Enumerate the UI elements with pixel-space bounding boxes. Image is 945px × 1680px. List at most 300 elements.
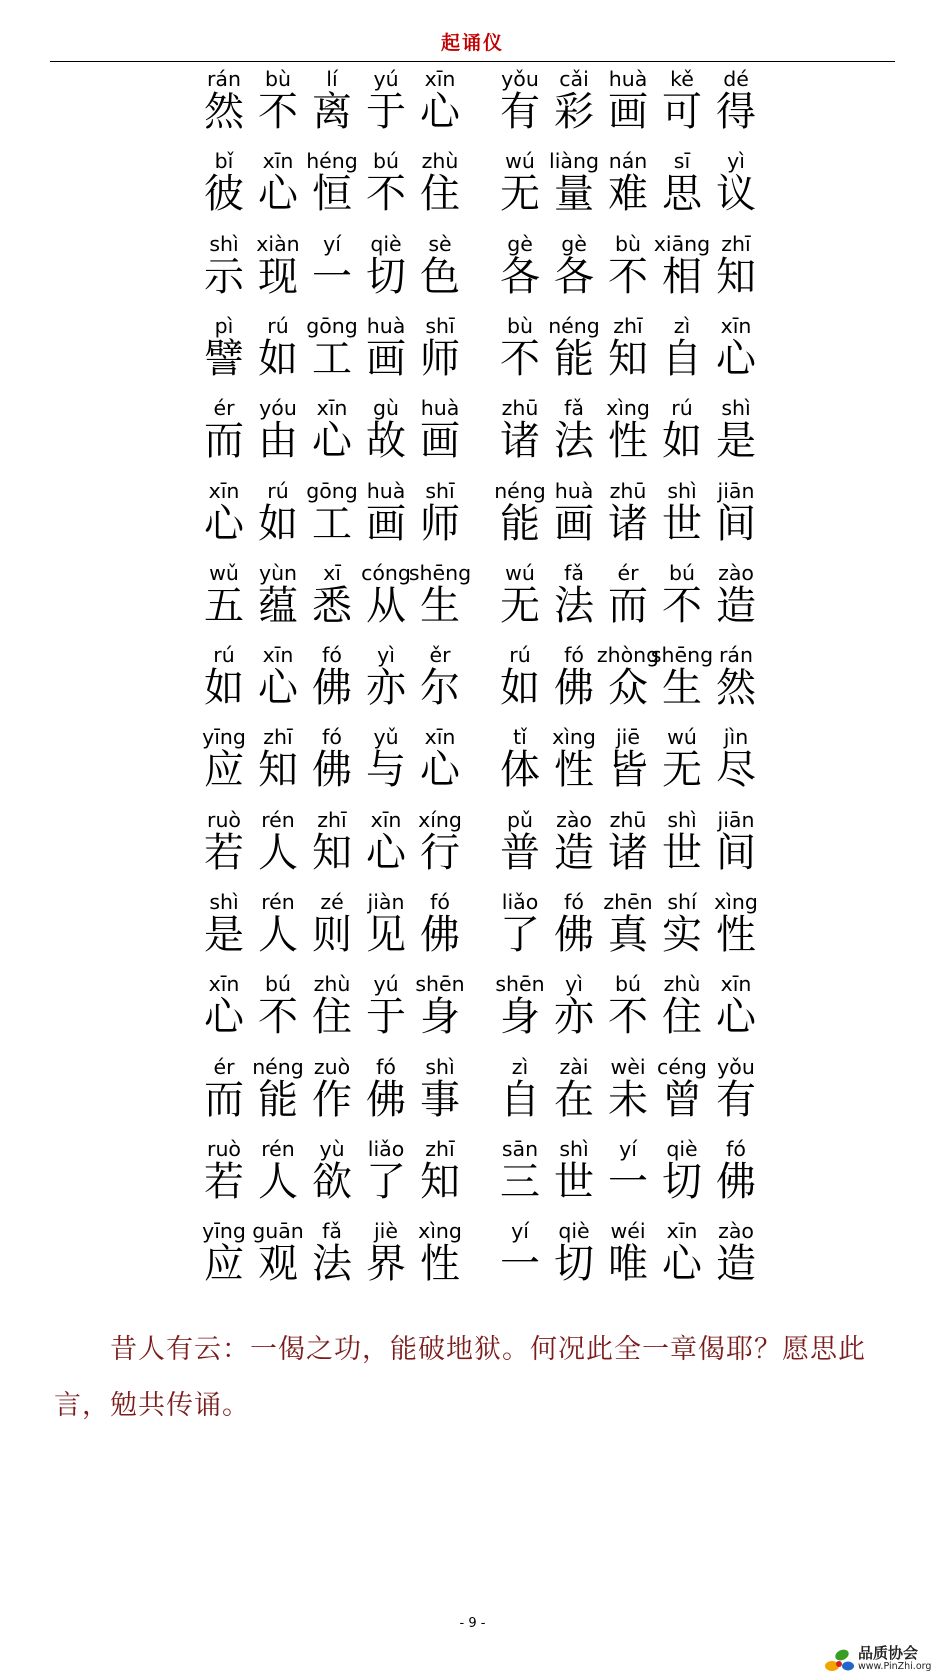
pinyin-label: fǎ [322, 1219, 342, 1244]
hanzi-char: 知 [312, 829, 352, 876]
verse-char [414, 231, 466, 313]
pinyin-label: shì [209, 231, 239, 256]
pinyin-label: shēn [495, 972, 545, 997]
header-title: 起诵仪 [440, 32, 504, 54]
hanzi-char: 切 [366, 253, 406, 300]
hanzi-char: 思 [662, 171, 702, 218]
pinyin-label: yīng [202, 1219, 246, 1244]
pinyin-label: néng [494, 478, 546, 503]
hanzi-char: 彼 [204, 171, 244, 218]
pinyin-label: fó [376, 1054, 396, 1079]
hanzi-char: 心 [662, 1241, 702, 1288]
verse-char [414, 66, 466, 148]
hanzi-char: 心 [258, 171, 298, 218]
pinyin-label: qiè [666, 1136, 698, 1161]
hanzi-char: 生 [662, 665, 702, 712]
hanzi-char: 量 [554, 171, 594, 218]
verse-char [414, 395, 466, 477]
hanzi-char: 亦 [554, 994, 594, 1041]
hanzi-char: 由 [258, 418, 298, 465]
hanzi-char: 各 [500, 253, 540, 300]
pinyin-label: shì [425, 1054, 455, 1079]
hanzi-char: 能 [554, 335, 594, 382]
verse-char [710, 478, 762, 560]
hanzi-char: 性 [716, 912, 756, 958]
pinyin-label: zhī [425, 1136, 455, 1161]
verse-row [0, 395, 945, 477]
pinyin-label: cǎi [559, 67, 589, 91]
hanzi-char: 彩 [554, 89, 594, 135]
pinyin-label: rú [509, 643, 531, 668]
verse-row [0, 1136, 945, 1218]
hanzi-char: 曾 [662, 1076, 702, 1123]
hanzi-char: 佛 [312, 665, 352, 712]
pinyin-label: zhī [317, 807, 347, 832]
hanzi-char: 如 [662, 418, 702, 465]
hanzi-char: 实 [662, 912, 702, 958]
pinyin-label: wú [505, 560, 535, 585]
hanzi-char: 譬 [204, 335, 244, 382]
pinyin-label: yóu [259, 396, 297, 421]
pinyin-label: ér [617, 560, 639, 585]
pinyin-label: bú [614, 972, 641, 997]
pinyin-label: fó [564, 643, 584, 668]
hanzi-char: 从 [366, 582, 406, 629]
pinyin-label: zhū [501, 396, 539, 421]
hanzi-char: 切 [554, 1241, 594, 1288]
pinyin-label: bù [264, 67, 291, 91]
pinyin-label: gè [561, 231, 587, 256]
pinyin-label: yú [373, 67, 399, 91]
pinyin-label: rén [261, 1136, 295, 1161]
hanzi-char: 尽 [716, 747, 756, 794]
pinyin-label: xìng [606, 396, 650, 421]
hanzi-char: 世 [662, 829, 702, 876]
pinyin-label: dé [723, 67, 749, 91]
pinyin-label: shì [721, 396, 751, 421]
verse-char [414, 1136, 466, 1218]
hanzi-char: 唯 [608, 1241, 648, 1288]
hanzi-char: 难 [608, 171, 648, 218]
hanzi-char: 画 [608, 89, 648, 135]
verse-row [0, 642, 945, 724]
pinyin-label: jiè [373, 1219, 398, 1244]
pinyin-label: rán [207, 67, 241, 91]
pinyin-label: zuò [313, 1054, 351, 1079]
verse-char [414, 724, 466, 806]
pinyin-label: yǒu [501, 67, 539, 91]
hanzi-char: 体 [500, 747, 540, 794]
hanzi-char: 各 [554, 253, 594, 300]
hanzi-char: 佛 [420, 912, 460, 958]
header-rule [50, 61, 895, 62]
pinyin-label: xīn [370, 807, 402, 832]
hanzi-char: 住 [420, 171, 460, 218]
pinyin-label: gōng [306, 313, 358, 338]
pinyin-label: fó [430, 890, 450, 914]
verse-char [710, 148, 762, 230]
hanzi-char: 心 [366, 829, 406, 876]
hanzi-char: 了 [366, 1158, 406, 1205]
pinyin-label: pì [214, 313, 234, 338]
pinyin-label: xīn [262, 149, 294, 174]
pinyin-label: jiàn [367, 890, 405, 914]
pinyin-label: wú [667, 725, 697, 750]
hanzi-char: 自 [662, 335, 702, 382]
pinyin-label: yí [511, 1219, 529, 1244]
pinyin-label: xìng [418, 1219, 462, 1244]
hanzi-char: 无 [662, 747, 702, 794]
pinyin-label: xīn [666, 1219, 698, 1244]
verse-row [0, 1218, 945, 1300]
hanzi-char: 师 [420, 500, 460, 547]
hanzi-char: 真 [608, 912, 648, 958]
hanzi-char: 心 [204, 500, 244, 547]
hanzi-char: 而 [204, 1076, 244, 1123]
hanzi-char: 法 [554, 582, 594, 629]
pinyin-label: shì [559, 1136, 589, 1161]
pinyin-label: bù [614, 231, 641, 256]
pinyin-label: liǎo [501, 890, 539, 914]
pinyin-label: pǔ [506, 807, 533, 832]
pinyin-label: shì [667, 807, 697, 832]
watermark [822, 1642, 940, 1676]
hanzi-char: 心 [204, 994, 244, 1041]
verse-char [710, 889, 762, 971]
verse-row [0, 66, 945, 148]
hanzi-char: 不 [366, 171, 406, 218]
pinyin-label: shī [425, 313, 455, 338]
hanzi-char: 世 [662, 500, 702, 547]
hanzi-char: 画 [366, 500, 406, 547]
hanzi-char: 造 [716, 1241, 756, 1288]
pinyin-label: yì [377, 643, 395, 668]
pinyin-label: huà [554, 478, 594, 503]
hanzi-char: 如 [258, 500, 298, 547]
hanzi-char: 一 [608, 1158, 648, 1205]
pinyin-label: rén [261, 807, 295, 832]
hanzi-char: 能 [258, 1076, 298, 1123]
pinyin-label: rú [267, 478, 289, 503]
pinyin-label: zhēn [603, 890, 653, 914]
pinyin-label: zhī [613, 313, 643, 338]
pinyin-label: rú [671, 396, 693, 421]
hanzi-char: 然 [204, 89, 244, 135]
verse-row [0, 231, 945, 313]
hanzi-char: 不 [258, 994, 298, 1041]
pinyin-label: huà [608, 67, 648, 91]
pinyin-label: qiè [370, 231, 402, 256]
hanzi-char: 如 [204, 665, 244, 712]
hanzi-char: 诸 [500, 418, 540, 465]
pinyin-label: ěr [429, 643, 451, 668]
hanzi-char: 身 [500, 994, 540, 1041]
hanzi-char: 界 [366, 1241, 406, 1288]
hanzi-char: 知 [258, 747, 298, 794]
hanzi-char: 恒 [312, 171, 352, 218]
hanzi-char: 未 [608, 1076, 648, 1123]
pinyin-label: jiān [717, 478, 755, 503]
hanzi-char: 一 [500, 1241, 540, 1288]
pinyin-label: fǎ [564, 396, 584, 421]
pinyin-label: liǎo [367, 1136, 405, 1161]
verse-char [710, 1054, 762, 1136]
pinyin-label: yǒu [717, 1054, 755, 1079]
pinyin-label: gè [507, 231, 533, 256]
hanzi-char: 现 [258, 253, 298, 300]
hanzi-char: 色 [420, 253, 460, 300]
pinyin-label: guān [252, 1219, 304, 1244]
pinyin-label: xīn [424, 725, 456, 750]
hanzi-char: 示 [204, 253, 244, 300]
verse-char [414, 1218, 466, 1300]
pinyin-label: zhū [609, 807, 647, 832]
verse-char [710, 807, 762, 889]
pinyin-label: fó [564, 890, 584, 914]
hanzi-char: 自 [500, 1076, 540, 1123]
pinyin-label: xiāng [653, 231, 711, 256]
pinyin-label: yù [319, 1136, 345, 1161]
hanzi-char: 悉 [312, 582, 352, 629]
pinyin-label: xīn [208, 478, 240, 503]
pinyin-label: ér [213, 1054, 235, 1079]
pinyin-label: céng [657, 1054, 707, 1079]
hanzi-char: 世 [554, 1158, 594, 1205]
pinyin-label: bǐ [214, 149, 234, 174]
verse-row [0, 807, 945, 889]
hanzi-char: 能 [500, 500, 540, 547]
verse-row [0, 313, 945, 395]
hanzi-char: 欲 [312, 1158, 352, 1205]
pinyin-label: jiē [615, 725, 640, 750]
verse-char [710, 971, 762, 1053]
pinyin-label: zé [320, 890, 344, 914]
hanzi-char: 然 [716, 665, 756, 712]
pinyin-label: shēng [650, 643, 714, 668]
hanzi-char: 有 [716, 1076, 756, 1123]
verse-char [414, 1054, 466, 1136]
hanzi-char: 佛 [366, 1076, 406, 1123]
pinyin-label: bú [264, 972, 291, 997]
hanzi-char: 师 [420, 335, 460, 382]
hanzi-char: 间 [716, 500, 756, 547]
pinyin-label: sè [428, 231, 452, 256]
hanzi-char: 一 [312, 253, 352, 300]
pinyin-label: bú [668, 560, 695, 585]
hanzi-char: 事 [420, 1076, 460, 1123]
hanzi-char: 诸 [608, 829, 648, 876]
pinyin-label: jìn [723, 725, 749, 750]
hanzi-char: 而 [608, 582, 648, 629]
hanzi-char: 性 [608, 418, 648, 465]
hanzi-char: 切 [662, 1158, 702, 1205]
pinyin-label: ruò [207, 807, 241, 832]
hanzi-char: 是 [204, 912, 244, 958]
pinyin-label: zào [556, 807, 592, 832]
hanzi-char: 生 [420, 582, 460, 629]
hanzi-char: 知 [716, 253, 756, 300]
verse-row [0, 148, 945, 230]
hanzi-char: 不 [608, 253, 648, 300]
hanzi-char: 可 [662, 89, 702, 135]
pinyin-label: xíng [418, 807, 462, 832]
verse-char [414, 478, 466, 560]
hanzi-char: 蕴 [258, 582, 298, 629]
verse-row [0, 889, 945, 971]
verse-char [710, 642, 762, 724]
verse-char [710, 1136, 762, 1218]
verse-char [414, 642, 466, 724]
hanzi-char: 画 [554, 500, 594, 547]
verse-char [710, 66, 762, 148]
pinyin-label: fó [322, 725, 342, 750]
verse-row [0, 560, 945, 642]
hanzi-char: 与 [366, 747, 406, 794]
pinyin-label: sī [673, 149, 691, 174]
hanzi-char: 工 [312, 335, 352, 382]
hanzi-char: 佛 [716, 1158, 756, 1205]
pinyin-label: zài [559, 1054, 589, 1079]
hanzi-char: 作 [312, 1076, 352, 1123]
pinyin-label: yǔ [373, 725, 399, 750]
pinyin-label: ruò [207, 1136, 241, 1161]
pinyin-label: lí [326, 67, 338, 91]
hanzi-char: 无 [500, 582, 540, 629]
hanzi-char: 心 [258, 665, 298, 712]
verse-row [0, 1054, 945, 1136]
pinyin-label: tǐ [513, 725, 527, 750]
hanzi-char: 观 [258, 1241, 298, 1288]
verse-char [710, 231, 762, 313]
pinyin-label: sān [501, 1136, 539, 1161]
hanzi-char: 佛 [554, 665, 594, 712]
hanzi-char: 故 [366, 418, 406, 465]
hanzi-char: 心 [716, 994, 756, 1041]
verse-char [414, 148, 466, 230]
verse-row [0, 478, 945, 560]
pinyin-label: xīn [208, 972, 240, 997]
hanzi-char: 应 [204, 747, 244, 794]
hanzi-char: 知 [420, 1158, 460, 1205]
hanzi-char: 在 [554, 1076, 594, 1123]
hanzi-char: 如 [500, 665, 540, 712]
hanzi-char: 有 [500, 89, 540, 135]
pinyin-label: zhù [313, 972, 351, 997]
pinyin-label: zào [718, 1219, 754, 1244]
pinzhi-logo-icon [822, 1644, 856, 1674]
hanzi-char: 人 [258, 1158, 298, 1205]
pinyin-label: shì [209, 890, 239, 914]
hanzi-char: 法 [554, 418, 594, 465]
hanzi-char: 性 [554, 747, 594, 794]
hanzi-char: 皆 [608, 747, 648, 794]
pinyin-label: xīn [316, 396, 348, 421]
verse-char [710, 724, 762, 806]
pinyin-label: gù [372, 396, 399, 421]
hanzi-char: 相 [662, 253, 702, 300]
pinyin-label: rán [719, 643, 753, 668]
hanzi-char: 于 [366, 994, 406, 1041]
pinyin-label: yí [323, 231, 341, 256]
hanzi-char: 亦 [366, 665, 406, 712]
hanzi-char: 性 [420, 1241, 460, 1288]
hanzi-char: 造 [554, 829, 594, 876]
pinyin-label: xī [323, 560, 341, 585]
verse-char [414, 971, 466, 1053]
pinyin-label: ér [213, 396, 235, 421]
hanzi-char: 人 [258, 829, 298, 876]
hanzi-char: 诸 [608, 500, 648, 547]
pinyin-label: wèi [610, 1054, 646, 1079]
verse-char [408, 560, 472, 642]
hanzi-char: 法 [312, 1241, 352, 1288]
pinyin-label: zhù [663, 972, 701, 997]
pinyin-label: zhī [721, 231, 751, 256]
hanzi-char: 佛 [312, 747, 352, 794]
pinyin-label: qiè [558, 1219, 590, 1244]
hanzi-char: 心 [420, 89, 460, 135]
pinyin-label: xìng [552, 725, 596, 750]
pinyin-label: wǔ [209, 560, 239, 585]
hanzi-char: 佛 [554, 912, 594, 958]
page-number: - 9 - [459, 1616, 486, 1631]
pinyin-label: zì [673, 313, 691, 338]
hanzi-char: 则 [312, 912, 352, 958]
hanzi-char: 于 [366, 89, 406, 135]
pinyin-label: yú [373, 972, 399, 997]
verse-char [710, 560, 762, 642]
hanzi-char: 心 [716, 335, 756, 382]
hanzi-char: 不 [258, 89, 298, 135]
pinyin-label: yùn [258, 560, 298, 585]
pinyin-label: xīn [424, 67, 456, 91]
pinyin-label: xīn [262, 643, 294, 668]
hanzi-char: 工 [312, 500, 352, 547]
pinyin-label: shēng [408, 560, 472, 585]
pinyin-label: nán [608, 149, 648, 174]
watermark-name: 品质协会 [858, 1644, 919, 1662]
hanzi-char: 了 [500, 912, 540, 958]
verse-row [0, 971, 945, 1053]
verse-char [414, 313, 466, 395]
hanzi-char: 是 [716, 418, 756, 465]
pinyin-label: zhù [421, 149, 459, 174]
watermark-url: www.PinZhi.org [858, 1661, 932, 1672]
hanzi-char: 得 [716, 89, 756, 135]
pinyin-label: fǎ [564, 560, 584, 585]
pinyin-label: kě [670, 67, 694, 91]
pinyin-label: liàng [549, 149, 599, 174]
pinyin-label: huà [366, 478, 406, 503]
pinyin-label: xīn [720, 972, 752, 997]
pinyin-label: zì [511, 1054, 529, 1079]
hanzi-char: 众 [608, 665, 648, 712]
pinyin-label: bù [506, 313, 533, 338]
verse-char [414, 889, 466, 971]
verse-char [710, 1218, 762, 1300]
pinyin-label: yīng [202, 725, 246, 750]
pinyin-label: wéi [610, 1219, 646, 1244]
hanzi-char: 知 [608, 335, 648, 382]
hanzi-char: 人 [258, 912, 298, 958]
pinyin-label: yì [727, 149, 745, 174]
hanzi-char: 不 [662, 582, 702, 629]
pinyin-label: zhòng [596, 643, 660, 668]
hanzi-char: 间 [716, 829, 756, 876]
hanzi-char: 造 [716, 582, 756, 629]
pinyin-label: bú [372, 149, 399, 174]
hanzi-char: 见 [366, 912, 406, 958]
